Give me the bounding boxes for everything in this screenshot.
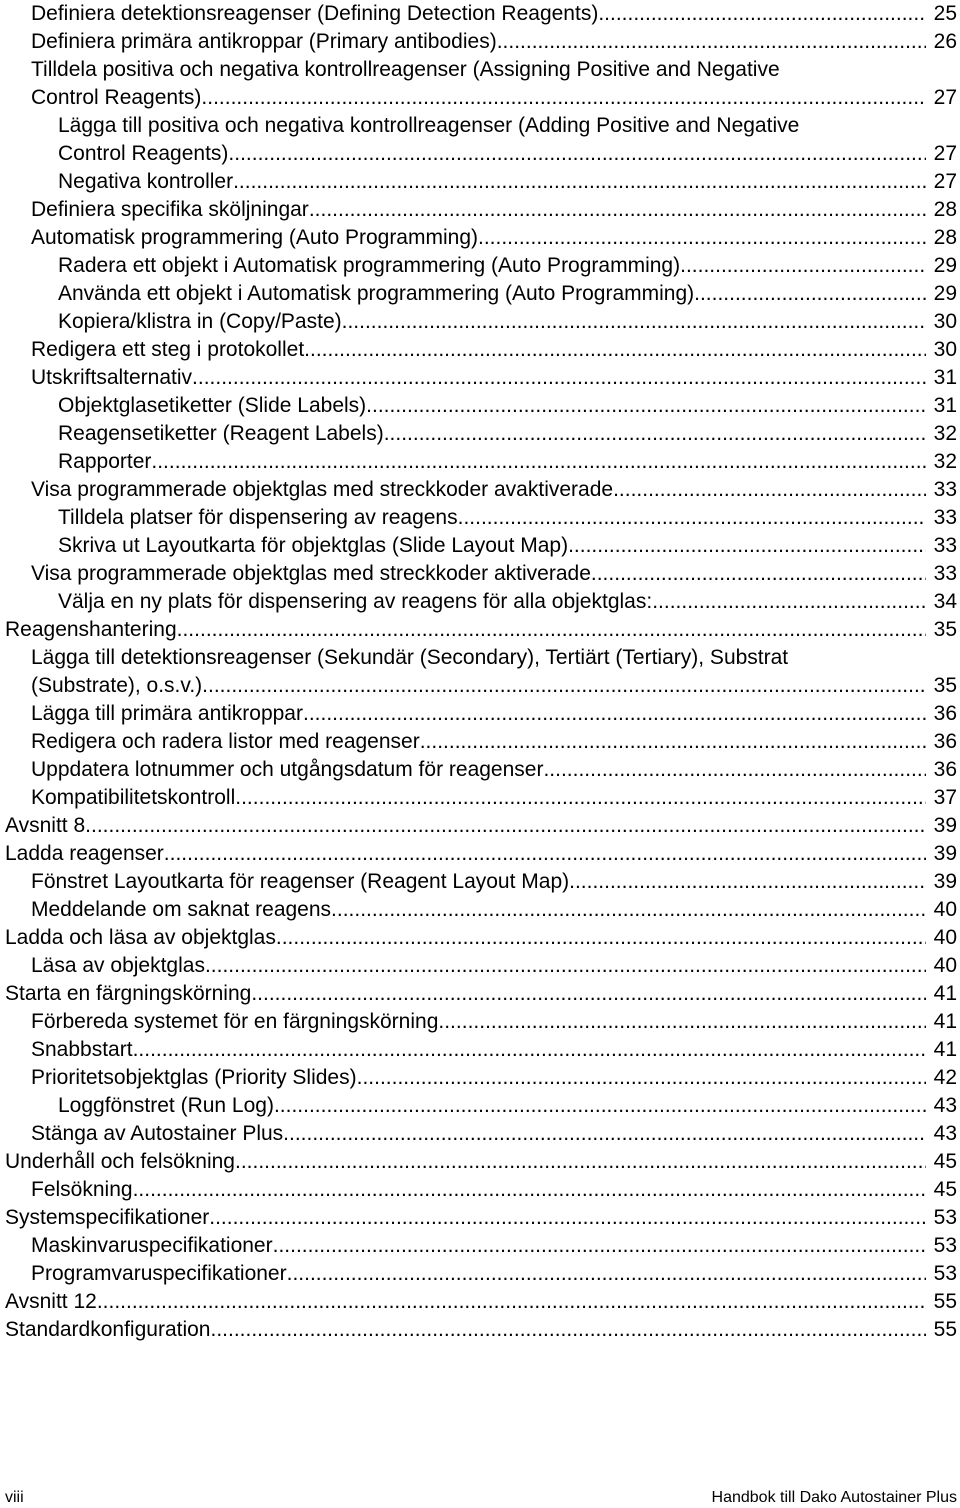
toc-entry[interactable] bbox=[0, 364, 960, 392]
toc-page-number: 33 bbox=[933, 534, 957, 557]
toc-entry[interactable] bbox=[0, 112, 960, 168]
toc-entry-text: Maskinvaruspecifikationer bbox=[31, 1234, 273, 1257]
dot-leader bbox=[133, 1176, 926, 1204]
toc-entry[interactable] bbox=[0, 1260, 960, 1288]
toc-page-number: 31 bbox=[933, 366, 957, 389]
dot-leader bbox=[569, 868, 926, 896]
toc-entry-text: (Substrate), o.s.v.) bbox=[31, 674, 203, 697]
footer-page-number: viii bbox=[5, 1489, 24, 1506]
toc-page-number: 35 bbox=[933, 618, 957, 641]
toc-entry[interactable] bbox=[0, 1316, 960, 1344]
dot-leader bbox=[591, 560, 926, 588]
dot-leader bbox=[652, 588, 926, 616]
toc-entry[interactable] bbox=[0, 1036, 960, 1064]
toc-entry-text: Redigera och radera listor med reagenser bbox=[31, 730, 420, 753]
dot-leader bbox=[205, 952, 926, 980]
dot-leader bbox=[192, 364, 926, 392]
toc-entry[interactable] bbox=[0, 168, 960, 196]
dot-leader bbox=[497, 28, 926, 56]
toc-page-number: 36 bbox=[933, 702, 957, 725]
toc-entry[interactable] bbox=[0, 336, 960, 364]
toc-entry[interactable] bbox=[0, 980, 960, 1008]
toc-page-number: 27 bbox=[933, 86, 957, 109]
toc-page-number: 55 bbox=[933, 1290, 957, 1313]
toc-page-number: 55 bbox=[933, 1318, 957, 1341]
toc-entry[interactable] bbox=[0, 476, 960, 504]
toc-entry-text: Felsökning bbox=[31, 1178, 133, 1201]
dot-leader bbox=[342, 308, 926, 336]
toc-entry[interactable] bbox=[0, 588, 960, 616]
toc-page-number: 30 bbox=[933, 338, 957, 361]
toc-page-number: 45 bbox=[933, 1178, 957, 1201]
toc-entry[interactable] bbox=[0, 28, 960, 56]
toc-page-number: 53 bbox=[933, 1206, 957, 1229]
toc-page-number: 32 bbox=[933, 422, 957, 445]
toc-entry-text: Standardkonfiguration bbox=[5, 1318, 211, 1341]
toc-entry-text: Starta en färgningskörning bbox=[5, 982, 252, 1005]
dot-leader bbox=[276, 924, 926, 952]
toc-entry-text: Redigera ett steg i protokollet bbox=[31, 338, 305, 361]
toc-entry[interactable] bbox=[0, 280, 960, 308]
page-footer bbox=[0, 1488, 960, 1508]
toc-entry[interactable] bbox=[0, 532, 960, 560]
dot-leader bbox=[568, 532, 926, 560]
toc-page-number: 33 bbox=[933, 478, 957, 501]
toc-entry-text: Loggfönstret (Run Log) bbox=[58, 1094, 274, 1117]
toc-page-number: 41 bbox=[933, 1038, 957, 1061]
toc-entry-text: Reagensetiketter (Reagent Labels) bbox=[58, 422, 384, 445]
dot-leader bbox=[151, 448, 926, 476]
toc-entry-text: Ladda och läsa av objektglas bbox=[5, 926, 276, 949]
dot-leader bbox=[164, 840, 926, 868]
toc-page-number: 27 bbox=[933, 142, 957, 165]
toc-entry[interactable] bbox=[0, 952, 960, 980]
toc-entry[interactable] bbox=[0, 1148, 960, 1176]
dot-leader bbox=[251, 980, 926, 1008]
toc-entry-text: Tilldela platser för dispensering av reagens bbox=[58, 506, 458, 529]
dot-leader bbox=[209, 1204, 926, 1232]
toc-entry-text: Meddelande om saknat reagens bbox=[31, 898, 332, 921]
toc-page-number: 41 bbox=[933, 982, 957, 1005]
toc-page-number: 53 bbox=[933, 1234, 957, 1257]
toc-entry[interactable] bbox=[0, 1204, 960, 1232]
toc-entry-text: Definiera detektionsreagenser (Defining Detection Reagents) bbox=[31, 2, 599, 25]
dot-leader bbox=[303, 700, 926, 728]
dot-leader bbox=[235, 784, 926, 812]
toc-entry[interactable] bbox=[0, 896, 960, 924]
toc-entry[interactable] bbox=[0, 252, 960, 280]
toc-entry-text: Visa programmerade objektglas med streckkoder avaktiverade bbox=[31, 478, 614, 501]
toc-page-number: 40 bbox=[933, 926, 957, 949]
toc-entry-text: Systemspecifikationer bbox=[5, 1206, 210, 1229]
toc-entry-text: Control Reagents) bbox=[58, 142, 229, 165]
toc-entry-text: Objektglasetiketter (Slide Labels) bbox=[58, 394, 367, 417]
toc-entry[interactable] bbox=[0, 1092, 960, 1120]
toc-page-number: 28 bbox=[933, 226, 957, 249]
toc-page-number: 42 bbox=[933, 1066, 957, 1089]
toc-entry-text: Definiera specifika sköljningar bbox=[31, 198, 309, 221]
toc-entry-text: Skriva ut Layoutkarta för objektglas (Slide Layout Map) bbox=[58, 534, 569, 557]
dot-leader bbox=[304, 336, 926, 364]
toc-page-number: 40 bbox=[933, 954, 957, 977]
toc-entry[interactable] bbox=[0, 56, 960, 112]
toc-entry[interactable] bbox=[0, 924, 960, 952]
toc-entry-text: Automatisk programmering (Auto Programming) bbox=[31, 226, 478, 249]
dot-leader bbox=[458, 504, 926, 532]
dot-leader bbox=[201, 84, 926, 112]
toc-page-number: 41 bbox=[933, 1010, 957, 1033]
toc-entry[interactable] bbox=[0, 1120, 960, 1148]
toc-entry[interactable] bbox=[0, 756, 960, 784]
toc-entry-text: Negativa kontroller bbox=[58, 170, 234, 193]
toc-entry-text: Läsa av objektglas bbox=[31, 954, 205, 977]
toc-page-number: 29 bbox=[933, 254, 957, 277]
dot-leader bbox=[331, 896, 926, 924]
toc-entry-text: Control Reagents) bbox=[31, 86, 202, 109]
toc-entry[interactable] bbox=[0, 1288, 960, 1316]
toc-page-number: 25 bbox=[933, 2, 957, 25]
toc-page-number: 34 bbox=[933, 590, 957, 613]
toc-page-number: 29 bbox=[933, 282, 957, 305]
toc-entry[interactable] bbox=[0, 392, 960, 420]
toc-entry-text: Uppdatera lotnummer och utgångsdatum för reagenser bbox=[31, 758, 544, 781]
dot-leader bbox=[283, 1120, 926, 1148]
toc-page-number: 26 bbox=[933, 30, 957, 53]
toc-page-number: 30 bbox=[933, 310, 957, 333]
toc-entry-text: Programvaruspecifikationer bbox=[31, 1262, 287, 1285]
toc-entry[interactable] bbox=[0, 840, 960, 868]
dot-leader bbox=[85, 812, 926, 840]
dot-leader bbox=[210, 1316, 926, 1344]
toc-entry-text: Lägga till positiva och negativa kontrollreagenser (Adding Positive and Negative bbox=[58, 114, 800, 137]
toc-entry-text: Välja en ny plats för dispensering av reagens för alla objektglas: bbox=[58, 590, 653, 613]
dot-leader bbox=[384, 420, 926, 448]
dot-leader bbox=[613, 476, 926, 504]
dot-leader bbox=[287, 1260, 926, 1288]
dot-leader bbox=[235, 1148, 926, 1176]
footer-title: Handbok till Dako Autostainer Plus bbox=[711, 1489, 957, 1506]
toc-entry-text: Utskriftsalternativ bbox=[31, 366, 193, 389]
toc-page-number: 45 bbox=[933, 1150, 957, 1173]
toc-entry-text: Reagenshantering bbox=[5, 618, 177, 641]
toc-entry-text: Avsnitt 12 bbox=[5, 1290, 97, 1313]
toc-page-number: 43 bbox=[933, 1094, 957, 1117]
toc-page-number: 33 bbox=[933, 506, 957, 529]
dot-leader bbox=[680, 252, 926, 280]
toc-entry[interactable] bbox=[0, 448, 960, 476]
toc-page-number: 39 bbox=[933, 814, 957, 837]
toc-page-number: 33 bbox=[933, 562, 957, 585]
toc-page-number: 39 bbox=[933, 870, 957, 893]
toc-entry[interactable] bbox=[0, 728, 960, 756]
toc-page-number: 28 bbox=[933, 198, 957, 221]
dot-leader bbox=[598, 0, 926, 28]
toc-entry-text: Kopiera/klistra in (Copy/Paste) bbox=[58, 310, 342, 333]
toc-page-number: 35 bbox=[933, 674, 957, 697]
toc-entry[interactable] bbox=[0, 308, 960, 336]
toc-page-number: 43 bbox=[933, 1122, 957, 1145]
toc-entry-text: Lägga till detektionsreagenser (Sekundär (Secondary), Tertiärt (Tertiary), Substrat bbox=[31, 646, 789, 669]
toc-entry-text: Avsnitt 8 bbox=[5, 814, 86, 837]
dot-leader bbox=[420, 728, 926, 756]
toc-entry-text: Stänga av Autostainer Plus bbox=[31, 1122, 284, 1145]
toc-entry[interactable] bbox=[0, 196, 960, 224]
toc-entry-text: Förbereda systemet för en färgningskörning bbox=[31, 1010, 439, 1033]
toc-entry-text: Underhåll och felsökning bbox=[5, 1150, 235, 1173]
dot-leader bbox=[97, 1288, 926, 1316]
toc-entry[interactable] bbox=[0, 812, 960, 840]
dot-leader bbox=[273, 1232, 926, 1260]
toc-entry-text: Kompatibilitetskontroll bbox=[31, 786, 236, 809]
toc-entry[interactable] bbox=[0, 616, 960, 644]
toc-entry[interactable] bbox=[0, 644, 960, 700]
dot-leader bbox=[694, 280, 926, 308]
toc-entry[interactable] bbox=[0, 700, 960, 728]
toc-page-number: 36 bbox=[933, 758, 957, 781]
toc-page-number: 53 bbox=[933, 1262, 957, 1285]
toc-entry-text: Definiera primära antikroppar (Primary antibodies) bbox=[31, 30, 497, 53]
toc-entry[interactable] bbox=[0, 1232, 960, 1260]
dot-leader bbox=[133, 1036, 926, 1064]
toc-page-number: 31 bbox=[933, 394, 957, 417]
toc-page-number: 37 bbox=[933, 786, 957, 809]
dot-leader bbox=[228, 140, 926, 168]
dot-leader bbox=[357, 1064, 926, 1092]
toc-entry-text: Snabbstart bbox=[31, 1038, 133, 1061]
toc-entry[interactable] bbox=[0, 420, 960, 448]
dot-leader bbox=[202, 672, 926, 700]
toc-entry[interactable] bbox=[0, 868, 960, 896]
dot-leader bbox=[274, 1092, 926, 1120]
toc-entry[interactable] bbox=[0, 784, 960, 812]
toc-entry-text: Rapporter bbox=[58, 450, 152, 473]
toc-entry[interactable] bbox=[0, 1176, 960, 1204]
toc-page-number: 36 bbox=[933, 730, 957, 753]
dot-leader bbox=[543, 756, 926, 784]
toc-entry[interactable] bbox=[0, 1064, 960, 1092]
toc-entry[interactable] bbox=[0, 1008, 960, 1036]
toc-entry-text: Använda ett objekt i Automatisk programmering (Auto Programming) bbox=[58, 282, 695, 305]
toc-entry-text: Ladda reagenser bbox=[5, 842, 164, 865]
dot-leader bbox=[177, 616, 926, 644]
toc-page-number: 27 bbox=[933, 170, 957, 193]
toc-entry-text: Tilldela positiva och negativa kontrollreagenser (Assigning Positive and Negative bbox=[31, 58, 780, 81]
dot-leader bbox=[478, 224, 926, 252]
dot-leader bbox=[309, 196, 926, 224]
toc-entry-text: Lägga till primära antikroppar bbox=[31, 702, 303, 725]
toc-entry[interactable] bbox=[0, 0, 960, 28]
toc-entry-text: Prioritetsobjektglas (Priority Slides) bbox=[31, 1066, 357, 1089]
dot-leader bbox=[366, 392, 926, 420]
toc-entry-text: Visa programmerade objektglas med streckkoder aktiverade bbox=[31, 562, 591, 585]
toc-entry[interactable] bbox=[0, 224, 960, 252]
toc-entry-text: Fönstret Layoutkarta för reagenser (Reagent Layout Map) bbox=[31, 870, 570, 893]
toc-entry-text: Radera ett objekt i Automatisk programmering (Auto Programming) bbox=[58, 254, 681, 277]
dot-leader bbox=[438, 1008, 926, 1036]
toc-entry[interactable] bbox=[0, 560, 960, 588]
toc-page-number: 40 bbox=[933, 898, 957, 921]
dot-leader bbox=[233, 168, 926, 196]
toc-entry[interactable] bbox=[0, 504, 960, 532]
toc-page-number: 32 bbox=[933, 450, 957, 473]
toc-page-number: 39 bbox=[933, 842, 957, 865]
